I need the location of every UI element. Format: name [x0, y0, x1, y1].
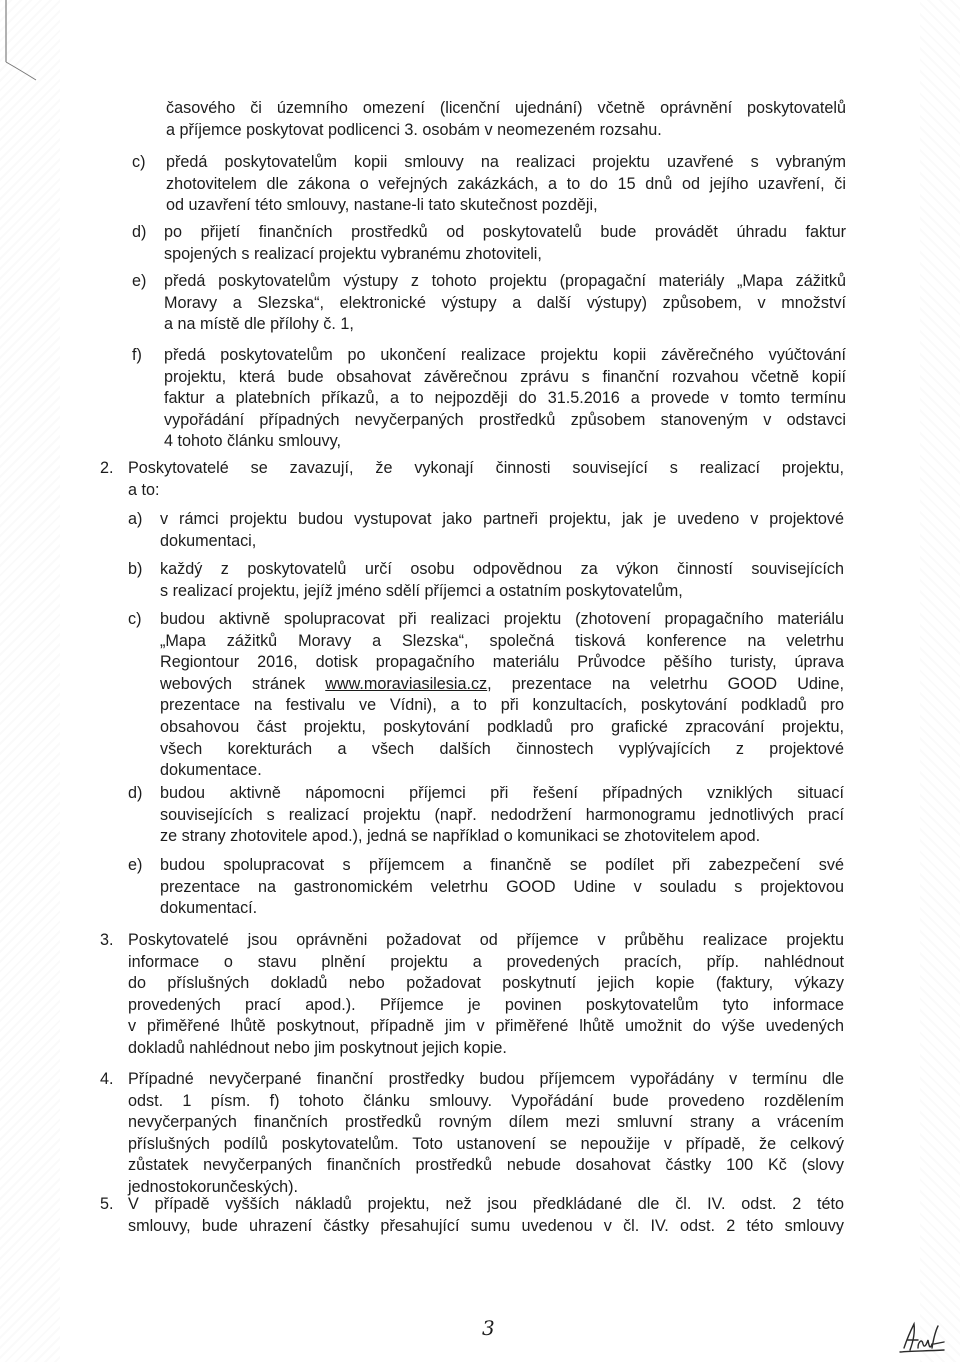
section2-marker-b: b) — [128, 560, 143, 578]
item-c-text — [166, 152, 846, 217]
section2-item-a-text — [160, 509, 844, 552]
section2-item-e-text — [160, 855, 844, 920]
section2-item-c-text — [160, 609, 844, 782]
text-line: do příslušných dokladů nebo požadovat poskytnutí jejich kopie (faktury, výkazy — [128, 974, 844, 993]
text-line: každý z poskytovatelů určí osobu odpovědnou za výkon činností souvisejících — [160, 560, 844, 578]
text-line: provedených prací apod.). Příjemce je povinen poskytovatelům tyto informace — [128, 995, 844, 1014]
scan-noise-right — [920, 0, 960, 1362]
text-line: po přijetí finančních prostředků od poskytovatelů bude provádět úhradu faktur — [164, 223, 846, 241]
text-line: a na místě dle přílohy č. 1, — [164, 315, 354, 334]
section-number-4: 4. — [100, 1070, 114, 1088]
section-number-3: 3. — [100, 931, 114, 949]
text-line: budou aktivně spolupracovat při realizaci projektu (zhotovení propagačního materiálu — [160, 610, 844, 628]
text-line: smlouvy, bude uhrazení částky přesahující sumu uvedenou v čl. IV. odst. 2 této smlouvy — [128, 1216, 844, 1235]
item-marker-e: e) — [132, 272, 147, 290]
section-number-2: 2. — [100, 459, 114, 477]
section2-item-b-text — [160, 559, 844, 602]
text-line: souvisejících s realizací projektu (např. nedodržení harmonogramu jednotlivých prací — [160, 805, 844, 824]
item-marker-d: d) — [132, 223, 147, 241]
section-4-text — [128, 1069, 844, 1199]
text-line: dokladů nahlédnout nebo jim poskytnout jejich kopie. — [128, 1038, 507, 1057]
section-2-intro — [128, 458, 844, 501]
item-e-text — [164, 271, 846, 336]
text-line: příslušných podílů poskytovatelům. Toto ustanovení se nepoužije v případě, že celkový — [128, 1134, 844, 1153]
text-line: V případě vyšších nákladů projektu, než jsou předkládané dle čl. IV. odst. 2 této — [128, 1195, 844, 1213]
initials-signature — [896, 1318, 948, 1358]
text-line-with-link — [160, 674, 844, 696]
item-marker-f: f) — [132, 346, 142, 364]
text-line: předá poskytovatelům po ukončení realizace projektu kopii závěrečného vyúčtování — [164, 346, 846, 364]
text-line: vypořádání případných nevyčerpaných prostředků způsobem stanoveným v odstavci — [164, 410, 846, 429]
section-3-text — [128, 930, 844, 1060]
section-number-5: 5. — [100, 1195, 114, 1213]
text-line: časového či územního omezení (licenční ujednání) včetně oprávnění poskytovatelů — [166, 99, 846, 117]
text-line: ze strany zhotovitele apod.), jedná se například o komunikaci se zhotovitelem apod. — [160, 827, 761, 846]
text-line: předá poskytovatelům výstupy z tohoto projektu (propagační materiály „Mapa zážitků — [164, 272, 846, 290]
text-line: a to: — [128, 480, 160, 499]
text-line: projektu, která bude obsahovat závěrečnou zprávu s finanční rozvahou včetně kopií — [164, 367, 846, 386]
text-line: nevyčerpaných finančních prostředků rovným dílem mezi smluvní strany a vrácením — [128, 1113, 844, 1132]
text-line: Poskytovatelé jsou oprávněni požadovat od příjemce v průběhu realizace projektu — [128, 931, 844, 949]
continuation-paragraph — [166, 98, 846, 141]
section2-item-d-text — [160, 783, 844, 848]
text-line: Poskytovatelé se zavazují, že vykonají činnosti související s realizací projektu, — [128, 459, 844, 477]
text-line: jednostokorunčeských). — [128, 1177, 299, 1196]
text-line: v přiměřené lhůtě poskytnout, případně jim v přiměřené lhůtě umožnit do výše uvedených — [128, 1017, 844, 1036]
text-line: a příjemce poskytovat podlicenci 3. osobám v neomezeném rozsahu. — [166, 120, 662, 139]
website-link[interactable]: www.moraviasilesia.cz — [325, 674, 488, 693]
text-line: v rámci projektu budou vystupovat jako partneři projektu, jak je uvedeno v projektové — [160, 510, 844, 528]
text-line: dokumentace. — [160, 761, 262, 780]
item-f-text — [164, 345, 846, 453]
text-line: dokumentací. — [160, 899, 258, 918]
text-line: s realizací projektu, jejíž jméno sdělí příjemci a ostatním poskytovatelům, — [160, 581, 683, 600]
text-line: prezentace na festivalu ve Vídni), a to při konzultacích, poskytování podkladů pro — [160, 696, 844, 715]
section2-marker-d: d) — [128, 784, 143, 802]
section2-marker-c: c) — [128, 610, 142, 628]
text-line: budou spolupracovat s příjemcem a finančně se podílet při zabezpečení své — [160, 856, 844, 874]
text-line: Moravy a Slezska“, elektronické výstupy a další výstupy) způsobem, v množství — [164, 293, 846, 312]
scan-corner-mark — [0, 0, 40, 90]
text-line: odst. 1 písm. f) tohoto článku smlouvy. Vypořádání bude provedeno rozdělením — [128, 1091, 844, 1110]
text-line: prezentace na gastronomickém veletrhu GOOD Udine v souladu s projektovou — [160, 877, 844, 896]
text-line: zhotovitelem dle zákona o veřejných zakázkách, a to do 15 dnů od jejího uzavření, či — [166, 174, 846, 193]
text-line: budou aktivně nápomocni příjemci při řešení případných vzniklých situací — [160, 784, 844, 802]
text-line: dokumentaci, — [160, 531, 257, 550]
text-line: všech korekturách a všech dalších činnostech vyplývajících z projektové — [160, 739, 844, 758]
text-line: „Mapa zážitků Moravy a Slezska“, společná tisková konference na veletrhu — [160, 631, 844, 650]
section2-marker-e: e) — [128, 856, 143, 874]
text-line: faktur a platebních příkazů, a to nejpozději do 31.5.2016 a provede v tomto termínu — [164, 389, 846, 408]
item-marker-c: c) — [132, 153, 146, 171]
section-5-text — [128, 1194, 844, 1237]
text-line: předá poskytovatelům kopii smlouvy na realizaci projektu uzavřené s vybraným — [166, 153, 846, 171]
text-line: Případné nevyčerpané finanční prostředky budou příjemcem vypořádány v termínu dle — [128, 1070, 844, 1088]
section2-marker-a: a) — [128, 510, 143, 528]
text-line: 4 tohoto článku smlouvy, — [164, 432, 341, 451]
page-number: 3 — [482, 1316, 495, 1340]
text-line: informace o stavu plnění projektu a provedených pracích, příp. nahlédnout — [128, 952, 844, 971]
text-line: zůstatek nevyčerpaných finančních prostředků nebude dosahovat částky 100 Kč (slovy — [128, 1156, 844, 1175]
link-prefix: webových stránek — [160, 674, 326, 693]
text-line: od uzavření této smlouvy, nastane-li tato skutečnost později, — [166, 196, 598, 215]
item-d-text — [164, 222, 846, 265]
link-suffix: , prezentace na veletrhu GOOD Udine, — [487, 674, 844, 693]
scan-noise-left — [0, 0, 60, 1362]
text-line: obsahovou část projektu, poskytování podkladů pro grafické zpracování projektu, — [160, 717, 844, 736]
text-line: Regiontour 2016, dotisk propagačního materiálu Průvodce pěšího turisty, úprava — [160, 653, 844, 672]
text-line: spojených s realizací projektu vybranému zhotoviteli, — [164, 244, 542, 263]
